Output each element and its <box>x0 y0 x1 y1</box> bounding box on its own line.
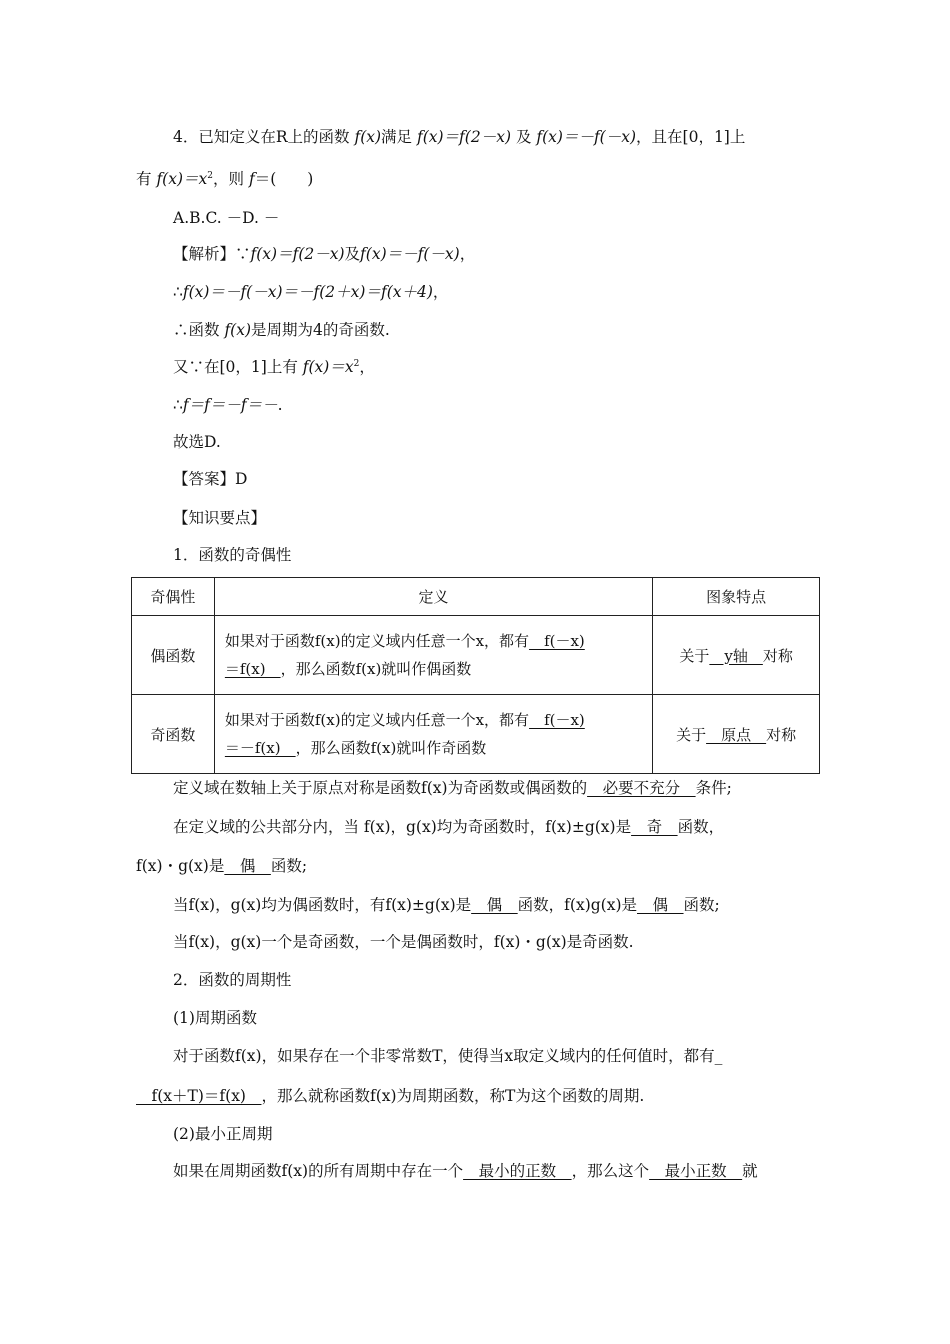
text: 函数; <box>683 896 720 914</box>
knowledge-heading: 【知识要点】 <box>173 509 267 527</box>
analysis-line-3 <box>173 320 390 340</box>
text: ， <box>459 245 476 263</box>
fill-blank: 原点 <box>706 725 767 744</box>
fill-blank: 偶 <box>637 896 684 914</box>
text: ，且在[0，1]上 <box>636 128 746 146</box>
section-1-paragraph-4: 当f(x)，g(x)一个是奇函数，一个是偶函数时，f(x)・g(x)是奇函数. <box>173 933 634 951</box>
section-1-title: 1．函数的奇偶性 <box>173 546 292 564</box>
section-2-title: 2．函数的周期性 <box>173 971 292 989</box>
math: f(x)＝x <box>156 170 208 188</box>
text: 关于 <box>676 725 707 744</box>
fill-blank: 偶 <box>224 857 271 875</box>
feature-cell <box>653 616 820 695</box>
question-4-line-1 <box>173 127 745 147</box>
table-row <box>132 695 820 774</box>
fill-blank: f(－x) <box>529 711 585 729</box>
table-row <box>132 616 820 695</box>
text: 条件; <box>695 779 732 797</box>
text: f(x)・g(x)是 <box>136 857 225 875</box>
text: 4．已知定义在R上的函数 <box>173 128 355 146</box>
text: 在定义域的公共部分内，当 f(x)，g(x)均为奇函数时，f(x)±g(x)是 <box>173 818 632 836</box>
math: f(x)＝f(2－x) <box>416 128 511 146</box>
text: ，那么函数f(x)就叫作奇函数 <box>295 739 487 757</box>
text: 就 <box>742 1162 758 1180</box>
definition-cell <box>214 616 652 695</box>
math: f(x) <box>224 321 252 339</box>
text: 对称 <box>762 646 793 665</box>
text: 如果对于函数f(x)的定义域内任意一个x，都有 <box>224 632 530 650</box>
section-1-paragraph-2 <box>173 817 724 837</box>
analysis-line-1 <box>173 244 475 264</box>
text: _ <box>714 1047 723 1065</box>
text: 函数，f(x)g(x)是 <box>517 896 638 914</box>
section-2-paragraph-1 <box>173 1046 722 1066</box>
analysis-line-4 <box>173 357 375 377</box>
text: 关于 <box>679 646 710 665</box>
section-1-paragraph-2-cont <box>136 856 307 876</box>
math: f(x)＝f(2－x) <box>250 245 345 263</box>
parity-table <box>131 577 820 774</box>
fill-blank: 奇 <box>631 818 678 836</box>
section-1-paragraph-1 <box>173 778 732 798</box>
superscript: 2 <box>207 170 213 181</box>
analysis-conclusion: 故选D. <box>173 433 221 451</box>
text: 及 <box>515 128 537 146</box>
analysis-line-2 <box>173 282 448 302</box>
text: ，那么这个 <box>571 1162 650 1180</box>
fill-blank: 最小的正数 <box>463 1162 572 1180</box>
fill-blank: 偶 <box>471 896 518 914</box>
text: ∴ <box>173 283 183 301</box>
header-cell: 奇偶性 <box>132 578 215 616</box>
math: f＝f＝－f＝－ <box>182 396 278 414</box>
header-cell: 定义 <box>214 578 652 616</box>
text: 又∵在[0，1]上有 <box>173 358 303 376</box>
fill-blank: 最小正数 <box>649 1162 743 1180</box>
fill-blank: 必要不充分 <box>587 779 696 797</box>
fill-blank: y轴 <box>709 646 763 665</box>
text: 对于函数f(x)，如果存在一个非零常数T，使得当x取定义域内的任何值时，都有 <box>173 1047 715 1065</box>
section-1-paragraph-3 <box>173 895 720 915</box>
answer-options: A.B.C. －D. － <box>173 209 280 227</box>
text: . <box>277 396 283 414</box>
text: ，则 <box>213 170 249 188</box>
fill-blank: ＝－f(x) <box>224 739 296 757</box>
section-2-paragraph-1-cont <box>136 1086 644 1106</box>
text: 定义域在数轴上关于原点对称是函数f(x)为奇函数或偶函数的 <box>173 779 588 797</box>
header-cell: 图象特点 <box>653 578 820 616</box>
analysis-line-5 <box>173 395 283 415</box>
text: 函数; <box>270 857 308 875</box>
section-2-paragraph-2 <box>173 1161 758 1181</box>
text: ， <box>359 358 375 376</box>
table-header-row <box>132 578 820 616</box>
text: 【解析】∵ <box>173 245 251 263</box>
text: ∴函数 <box>173 321 225 339</box>
text: 对称 <box>766 725 797 744</box>
text: 当f(x)，g(x)均为偶函数时，有f(x)±g(x)是 <box>173 896 472 914</box>
text: ，那么就称函数f(x)为周期函数，称T为这个函数的周期. <box>261 1087 645 1105</box>
definition-cell <box>214 695 652 774</box>
text: 是周期为4的奇函数. <box>251 321 390 339</box>
math: f(x)＝－f(－x) <box>536 128 637 146</box>
section-2-subtitle-2: (2)最小正周期 <box>173 1125 273 1143</box>
math: f <box>248 170 255 188</box>
math: f(x)＝－f(－x) <box>360 245 460 263</box>
fill-blank: ＝f(x) <box>224 660 281 678</box>
fill-blank: f(x＋T)＝f(x) <box>136 1087 262 1105</box>
answer-label: 【答案】D <box>173 470 248 488</box>
superscript: 2 <box>353 358 360 369</box>
text: 满足 <box>381 128 417 146</box>
text: 有 <box>136 170 157 188</box>
text: 函数， <box>677 818 725 836</box>
feature-cell <box>653 695 820 774</box>
row-label: 奇函数 <box>132 695 215 774</box>
fill-blank: f(－x) <box>529 632 585 650</box>
math: f(x) <box>354 128 382 146</box>
math: f(x)＝x <box>302 358 354 376</box>
question-4-line-2 <box>136 169 313 189</box>
text: 及 <box>344 245 361 263</box>
text: ， <box>432 283 449 301</box>
text: 如果在周期函数f(x)的所有周期中存在一个 <box>173 1162 464 1180</box>
text: ＝( ) <box>254 170 314 188</box>
row-label: 偶函数 <box>132 616 215 695</box>
text: ，那么函数f(x)就叫作偶函数 <box>280 660 472 678</box>
section-2-subtitle-1: (1)周期函数 <box>173 1009 257 1027</box>
text: ∴ <box>173 396 183 414</box>
math: f(x)＝－f(－x)＝－f(2＋x)＝f(x＋4) <box>182 283 433 301</box>
text: 如果对于函数f(x)的定义域内任意一个x，都有 <box>224 711 530 729</box>
